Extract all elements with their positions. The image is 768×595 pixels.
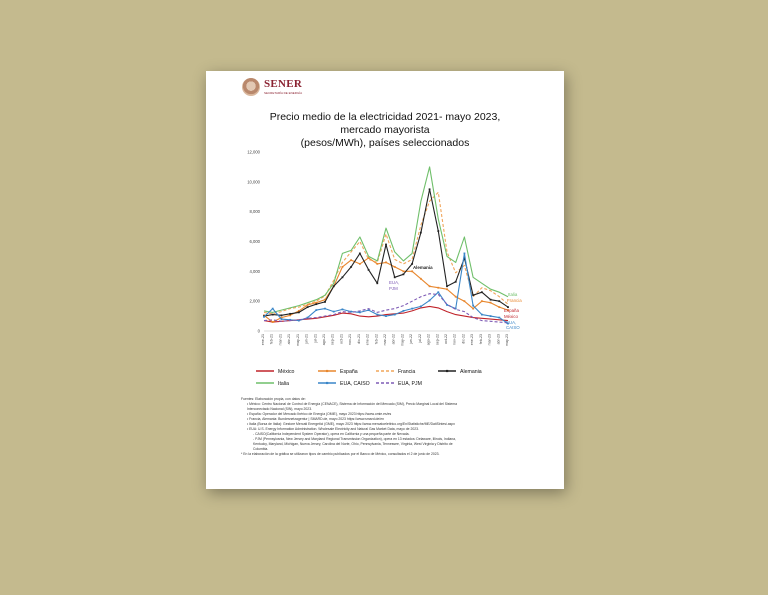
chart-title-line-2: mercado mayorista (340, 124, 430, 136)
x-tick-label: jun-21 (304, 334, 309, 344)
data-point (490, 315, 492, 317)
data-point (272, 314, 274, 316)
data-point (429, 300, 431, 302)
data-point (490, 299, 492, 301)
data-point (333, 311, 335, 313)
x-tick-label: ene-23 (470, 334, 475, 346)
note-line: - PJM (Pennsylvania, New Jersey and Maryland Regional Transmission Organization), opera en 13 estados: Delaware, Illinois, Indiana, (253, 437, 456, 441)
data-point (342, 308, 344, 310)
data-point (342, 266, 344, 268)
x-tick-label: oct-21 (339, 334, 344, 344)
data-point (437, 230, 439, 232)
data-point (315, 303, 317, 305)
data-point (376, 282, 378, 284)
data-point (307, 306, 309, 308)
data-point (464, 300, 466, 302)
note-line: • Francia, Alemania: Bundesnetzagentur | SMARD.de, mayo 2023 https://www.smard.de/en (247, 417, 385, 421)
data-point (403, 270, 405, 272)
x-tick-label: oct-22 (444, 334, 448, 344)
series-annotation: México (504, 314, 518, 319)
series-annotation: EUA, (389, 280, 400, 285)
legend-marker (326, 370, 328, 372)
legend-label: México (278, 369, 295, 375)
data-point (394, 266, 396, 268)
note-line: • Italia (Borsa de Italia): Gestore Mercati Energetici (GME), mayo 2023 https://www.mercatoelettrico.org/En/Statistiche/ME/DatiSintesi.aspx (247, 422, 455, 426)
logo-name: SENER (264, 78, 303, 90)
x-tick-label: feb-23 (478, 334, 483, 345)
data-point (420, 232, 422, 234)
data-point (298, 311, 300, 313)
sources-notes (241, 397, 541, 457)
data-point (324, 308, 326, 310)
data-point (472, 294, 474, 296)
data-point (420, 278, 422, 280)
x-tick-label: may-21 (295, 334, 300, 346)
data-point (359, 263, 361, 265)
x-tick-label: jun-22 (409, 334, 414, 344)
data-point (498, 300, 500, 302)
data-point (455, 296, 457, 298)
x-tick-label: sep-21 (330, 334, 335, 345)
data-point (498, 306, 500, 308)
x-tick-label: dic-21 (356, 334, 361, 344)
series-annotation: CAISO (506, 325, 520, 330)
x-tick-label: may-23 (505, 334, 509, 346)
x-tick-label: nov-22 (452, 334, 457, 345)
legend-marker (326, 382, 328, 384)
data-point (446, 285, 448, 287)
chart-title-line-3: (pesos/MWh), países seleccionados (300, 137, 470, 149)
data-point (437, 287, 439, 289)
series-annotation: Alemania (413, 265, 433, 270)
data-point (281, 318, 283, 320)
data-point (385, 244, 387, 246)
data-point (481, 300, 483, 302)
x-tick-label: jul-22 (417, 334, 422, 343)
data-point (429, 188, 431, 190)
data-point (385, 315, 387, 317)
data-point (490, 302, 492, 304)
y-tick-label: 6,000 (249, 239, 260, 244)
data-point (472, 308, 474, 310)
data-point (307, 317, 309, 319)
x-tick-label: feb-21 (269, 334, 274, 345)
data-point (498, 317, 500, 319)
x-tick-label: ago-22 (426, 334, 431, 346)
legend-label: Alemania (460, 369, 482, 375)
note-line: Kentucky, Maryland, Michigan, Nueva Jersey, Carolina del Norte, Ohio, Pennsylvania, Tennessee, Virginia, West Virginia y Distrito de (253, 442, 453, 446)
chart-title-line-1: Precio medio de la electricidad 2021- mayo 2023, (269, 111, 501, 123)
x-tick-label: ago-21 (322, 334, 326, 346)
data-point (272, 321, 274, 323)
x-tick-label: nov-21 (348, 334, 353, 345)
data-point (350, 259, 352, 261)
x-tick-label: ene-21 (261, 334, 265, 346)
line-chart (206, 71, 564, 401)
note-line: • México: Centro Nacional de Control de Energía (CENACE), Sistema de Información del Mercado (SIM), Precio Marginal Local del Sistema (247, 402, 457, 406)
legend-label: EUA, PJM (398, 381, 422, 387)
data-point (394, 314, 396, 316)
note-line: * En la elaboración de la gráfica se utilizaron tipos de cambio publicados por el Banco de México, consultados el 2 de junio de 2023. (241, 452, 440, 456)
data-point (403, 310, 405, 312)
x-tick-label: dic-22 (461, 334, 466, 344)
y-tick-label: 12,000 (247, 149, 260, 155)
data-point (420, 305, 422, 307)
data-point (472, 305, 474, 307)
data-point (411, 308, 413, 310)
y-tick-label: 4,000 (249, 268, 260, 274)
series-annotation: PJM (389, 286, 398, 291)
note-line: Interconectado Nacional (SIN), mayo 2023. (247, 407, 313, 411)
x-tick-label: abr-22 (391, 334, 396, 345)
legend-label: EUA, CAISO (340, 381, 370, 387)
data-point (333, 285, 335, 287)
data-point (437, 291, 439, 293)
data-point (403, 273, 405, 275)
data-point (429, 285, 431, 287)
note-line: • EUA: U.S. Energy Information Administration. Wholesale Electricity and Natural Gas Market Data, mayo de 2023. (247, 427, 419, 431)
data-point (446, 288, 448, 290)
x-tick-label: abr-23 (496, 334, 501, 345)
data-point (315, 309, 317, 311)
data-point (385, 261, 387, 263)
data-point (481, 291, 483, 293)
data-point (411, 270, 413, 272)
series-annotation: España (504, 308, 519, 313)
x-tick-label: jul-21 (313, 334, 318, 343)
data-point (376, 263, 378, 265)
x-tick-label: sep-22 (435, 334, 440, 345)
note-line: • España: Operador del Mercado Ibérico de Energía (OMIE), mayo 2023 https://www.omie.es/es (247, 412, 392, 416)
y-tick-label: 8,000 (249, 209, 260, 215)
x-tick-label: ene-22 (365, 334, 370, 346)
document-page (206, 71, 564, 489)
y-tick-label: 0 (257, 328, 260, 334)
data-point (263, 316, 265, 318)
data-point (394, 276, 396, 278)
data-point (350, 266, 352, 268)
data-point (368, 269, 370, 271)
legend-label: Francia (398, 369, 416, 375)
note-line: Columbia. (253, 447, 269, 451)
data-point (359, 311, 361, 313)
note-line: Fuentes: Elaboración propia, con datos de: (241, 397, 306, 401)
data-point (376, 314, 378, 316)
x-tick-label: may-22 (400, 334, 405, 346)
data-point (324, 301, 326, 303)
series-annotation: Francia (507, 298, 522, 303)
x-tick-label: abr-21 (287, 334, 292, 345)
data-point (368, 309, 370, 311)
logo-tagline: SECRETARÍA DE ENERGÍA (264, 91, 303, 95)
series-annotation: EUA, (506, 320, 517, 325)
data-point (281, 314, 283, 316)
x-tick-label: feb-22 (374, 334, 379, 345)
x-tick-label: mar-21 (278, 334, 283, 346)
data-point (272, 308, 274, 310)
x-tick-label: mar-22 (383, 334, 387, 346)
x-tick-label: mar-23 (487, 334, 492, 346)
data-point (359, 253, 361, 255)
y-tick-label: 10,000 (247, 179, 260, 185)
legend-label: España (340, 369, 358, 375)
series-annotation: Italia (508, 292, 518, 297)
legend-label: Italia (278, 381, 289, 387)
data-point (464, 253, 466, 255)
y-tick-label: 2,000 (249, 298, 260, 304)
data-point (342, 276, 344, 278)
series-line (264, 167, 508, 313)
data-point (289, 313, 291, 315)
data-point (455, 281, 457, 283)
data-point (481, 314, 483, 316)
note-line: - CAISO(California Independent System Operator), opera en California y una pequeña parte de Nevada. (253, 432, 410, 436)
legend-marker (446, 370, 448, 372)
